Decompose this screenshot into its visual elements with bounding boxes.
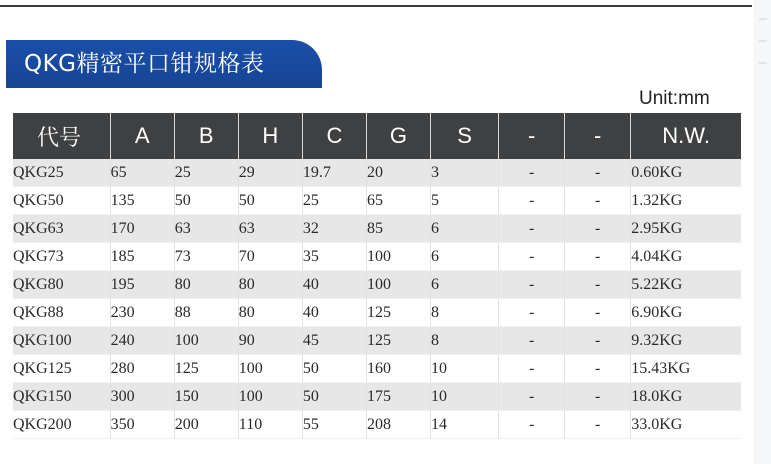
table-cell: - (499, 187, 565, 215)
spec-table (13, 113, 741, 439)
table-cell: 170 (110, 215, 174, 243)
table-cell: 80 (238, 299, 302, 327)
table-cell: - (565, 355, 631, 383)
table-cell: - (499, 299, 565, 327)
table-cell: 6 (431, 215, 499, 243)
table-row (13, 327, 741, 355)
table-cell: 88 (174, 299, 238, 327)
table-row (13, 411, 741, 439)
top-divider (0, 5, 752, 7)
column-header: B (174, 113, 238, 159)
scrollbar-mark (759, 62, 767, 64)
table-cell: - (499, 215, 565, 243)
column-header: H (238, 113, 302, 159)
table-cell: 8 (431, 327, 499, 355)
unit-label: Unit:mm (639, 88, 710, 109)
scrollbar-mark (759, 18, 767, 20)
table-cell: 200 (174, 411, 238, 439)
table-cell: 15.43KG (631, 355, 741, 383)
table-cell: 20 (366, 159, 430, 187)
table-row (13, 299, 741, 327)
table-cell: 18.0KG (631, 383, 741, 411)
column-header: 代号 (13, 113, 110, 159)
table-cell: - (499, 159, 565, 187)
table-cell: 63 (238, 215, 302, 243)
table-cell: 8 (431, 299, 499, 327)
table-cell: 10 (431, 383, 499, 411)
table-cell: 125 (174, 355, 238, 383)
table-cell: 110 (238, 411, 302, 439)
table-cell: 25 (174, 159, 238, 187)
table-cell: 29 (238, 159, 302, 187)
table-cell: - (565, 215, 631, 243)
table-cell: 240 (110, 327, 174, 355)
table-cell: 63 (174, 215, 238, 243)
table-cell: 6.90KG (631, 299, 741, 327)
table-cell: - (499, 355, 565, 383)
table-cell: - (565, 411, 631, 439)
model-code-cell: QKG125 (13, 355, 110, 383)
table-cell: 5.22KG (631, 271, 741, 299)
table-cell: 25 (302, 187, 366, 215)
table-cell: 280 (110, 355, 174, 383)
table-cell: 135 (110, 187, 174, 215)
model-code-cell: QKG100 (13, 327, 110, 355)
column-header: S (431, 113, 499, 159)
table-cell: - (565, 243, 631, 271)
table-cell: 9.32KG (631, 327, 741, 355)
table-cell: 4.04KG (631, 243, 741, 271)
column-header: G (366, 113, 430, 159)
table-cell: - (499, 383, 565, 411)
table-cell: 208 (366, 411, 430, 439)
table-cell: 40 (302, 299, 366, 327)
column-header: - (499, 113, 565, 159)
table-cell: 125 (366, 327, 430, 355)
column-header: C (302, 113, 366, 159)
table-cell: 2.95KG (631, 215, 741, 243)
table-cell: 350 (110, 411, 174, 439)
table-cell: 50 (302, 355, 366, 383)
scrollbar-mark (759, 40, 767, 42)
column-header: A (110, 113, 174, 159)
table-row (13, 271, 741, 299)
table-cell: - (499, 243, 565, 271)
table-cell: 50 (302, 383, 366, 411)
table-cell: 19.7 (302, 159, 366, 187)
table-cell: 100 (174, 327, 238, 355)
table-cell: 70 (238, 243, 302, 271)
table-cell: 0.60KG (631, 159, 741, 187)
table-cell: 5 (431, 187, 499, 215)
table-cell: - (565, 383, 631, 411)
table-cell: 6 (431, 271, 499, 299)
model-code-cell: QKG200 (13, 411, 110, 439)
table-cell: 65 (366, 187, 430, 215)
table-cell: - (565, 271, 631, 299)
table-cell: 80 (238, 271, 302, 299)
table-cell: 73 (174, 243, 238, 271)
table-cell: 1.32KG (631, 187, 741, 215)
table-cell: 185 (110, 243, 174, 271)
model-code-cell: QKG50 (13, 187, 110, 215)
table-cell: 35 (302, 243, 366, 271)
table-row (13, 159, 741, 187)
scrollbar-track[interactable] (754, 0, 771, 464)
column-header: N.W. (631, 113, 741, 159)
model-code-cell: QKG73 (13, 243, 110, 271)
table-cell: 6 (431, 243, 499, 271)
table-cell: 160 (366, 355, 430, 383)
table-cell: - (565, 327, 631, 355)
table-cell: 100 (366, 271, 430, 299)
table-cell: 50 (174, 187, 238, 215)
model-code-cell: QKG80 (13, 271, 110, 299)
model-code-cell: QKG63 (13, 215, 110, 243)
table-row (13, 187, 741, 215)
table-cell: 10 (431, 355, 499, 383)
page-title: QKG精密平口钳规格表 (24, 51, 265, 77)
table-cell: - (565, 187, 631, 215)
table-row (13, 243, 741, 271)
table-cell: 100 (366, 243, 430, 271)
table-cell: 100 (238, 355, 302, 383)
table-cell: 80 (174, 271, 238, 299)
table-cell: 230 (110, 299, 174, 327)
table-cell: 175 (366, 383, 430, 411)
table-cell: 40 (302, 271, 366, 299)
header-row (13, 113, 741, 159)
table-cell: 45 (302, 327, 366, 355)
table-cell: 33.0KG (631, 411, 741, 439)
table-cell: 32 (302, 215, 366, 243)
table-cell: 150 (174, 383, 238, 411)
table-cell: - (499, 411, 565, 439)
table-cell: - (499, 327, 565, 355)
table-cell: - (565, 299, 631, 327)
table-cell: 85 (366, 215, 430, 243)
model-code-cell: QKG25 (13, 159, 110, 187)
table-cell: 90 (238, 327, 302, 355)
table-cell: - (565, 159, 631, 187)
table-cell: 125 (366, 299, 430, 327)
table-cell: 55 (302, 411, 366, 439)
table-cell: 14 (431, 411, 499, 439)
table-cell: 195 (110, 271, 174, 299)
column-header: - (565, 113, 631, 159)
table-cell: 65 (110, 159, 174, 187)
model-code-cell: QKG88 (13, 299, 110, 327)
table-row (13, 383, 741, 411)
table-cell: 300 (110, 383, 174, 411)
table-row (13, 355, 741, 383)
table-row (13, 215, 741, 243)
model-code-cell: QKG150 (13, 383, 110, 411)
table-cell: - (499, 271, 565, 299)
table-cell: 50 (238, 187, 302, 215)
table-cell: 3 (431, 159, 499, 187)
table-cell: 100 (238, 383, 302, 411)
